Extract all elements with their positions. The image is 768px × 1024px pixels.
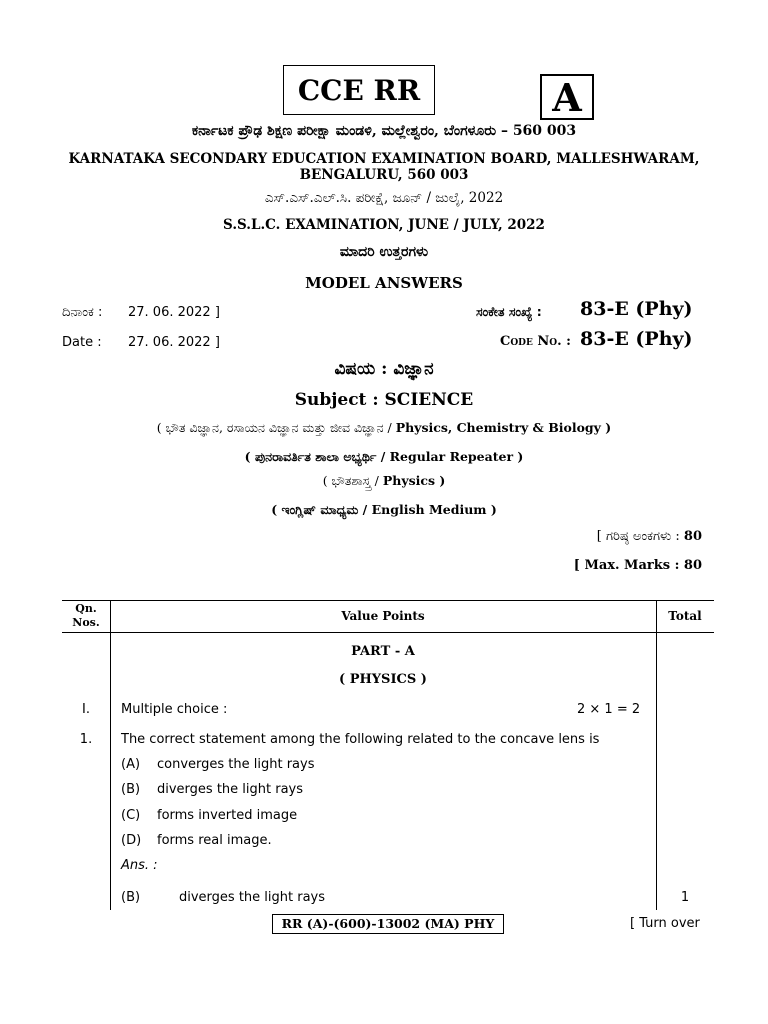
date-kannada-label: ದಿನಾಂಕ : [62,305,103,320]
option-key: (C) [121,808,141,823]
option-text: converges the light rays [157,757,315,772]
code-kannada-label: ಸಂಕೇತ ಸಂಖ್ಯೆ : [476,304,542,319]
option-text: forms real image. [157,833,272,848]
question-number: 1. [79,732,93,747]
table-header-border [62,632,714,633]
table-header-total: Total [668,609,702,623]
option-text: forms inverted image [157,808,298,823]
board-name-english-line1: KARNATAKA SECONDARY EDUCATION EXAMINATION BOARD, MALLESHWARAM, [68,151,700,167]
model-answers-english: MODEL ANSWERS [305,274,463,292]
exam-name-kannada: ಎಸ್.ಎಸ್.ಎಲ್.ಸಿ. ಪರೀಕ್ಷೆ, ಜೂನ್ / ಜುಲೈ, 2022 [264,190,504,206]
option-key: (B) [121,782,141,797]
paper-line [0,473,768,489]
max-marks-english: [ Max. Marks : 80 [573,558,702,573]
part-title: PART - A [351,644,415,659]
board-name-english-line2: BENGALURU, 560 003 [299,167,469,183]
subject-english: Subject : SCIENCE [294,390,474,410]
paper-english: Physics ) [382,473,446,488]
section-title: ( PHYSICS ) [339,672,427,687]
date-label: Date : [62,335,102,350]
answer-marks: 1 [680,890,690,905]
answer-label: Ans. : [121,858,158,873]
footer-code: RR (A)-(600)-13002 (MA) PHY [272,914,504,934]
code-value: 83-E (Phy) [580,328,693,350]
paper-kannada: ( ಭೌತಶಾಸ್ತ್ರ / [322,473,383,488]
medium-english: English Medium ) [371,502,497,517]
max-marks-kannada-value: 80 [683,529,702,544]
mcq-label: Multiple choice : [121,702,228,717]
table-col-divider-2 [656,600,657,910]
option-key: (D) [121,833,142,848]
cce-rr-box: CCE RR [283,65,435,115]
answer-text: diverges the light rays [179,890,326,905]
option-key: (A) [121,757,141,772]
candidate-line [0,449,768,465]
question-roman: I. [82,702,90,717]
max-marks-kannada-label: [ ಗರಿಷ್ಠ ಅಂಕಗಳು : [596,529,684,544]
subject-kannada: ವಿಷಯ : ವಿಜ್ಞಾನ [334,359,434,379]
medium-kannada: ( ಇಂಗ್ಲಿಷ್ ಮಾಧ್ಯಮ / [271,502,372,517]
table-header-value-points: Value Points [341,609,425,623]
code-value-kannada-row: 83-E (Phy) [580,298,693,320]
turn-over-note: [ Turn over [630,916,700,931]
answer-key: (B) [121,890,141,905]
option-text: diverges the light rays [157,782,304,797]
date-kannada-value: 27. 06. 2022 ] [128,305,220,320]
version-box: A [540,74,594,120]
medium-line [0,502,768,518]
streams-line [0,420,768,436]
model-answers-kannada: ಮಾದರಿ ಉತ್ತರಗಳು [339,244,429,260]
table-header-qn: Qn. Nos. [72,602,100,629]
table-top-border [62,600,714,601]
code-label: Code No. : [500,334,571,349]
mcq-marks: 2 × 1 = 2 [577,702,641,717]
candidate-english: Regular Repeater ) [389,449,524,464]
max-marks-kannada [597,529,702,544]
board-name-kannada: ಕರ್ನಾಟಕ ಪ್ರೌಢ ಶಿಕ್ಷಣ ಪರೀಕ್ಷಾ ಮಂಡಳಿ, ಮಲ್ಲೇಶ್ವರಂ, ಬೆಂಗಳೂರು – 560 003 [191,123,577,139]
date-value: 27. 06. 2022 ] [128,335,220,350]
candidate-kannada: ( ಪುನರಾವರ್ತಿತ ಶಾಲಾ ಅಭ್ಯರ್ಥಿ / [244,449,390,464]
streams-kannada: ( ಭೌತ ವಿಜ್ಞಾನ, ರಸಾಯನ ವಿಜ್ಞಾನ ಮತ್ತು ಜೀವ ವಿಜ್ಞಾನ / [156,420,396,435]
exam-name-english: S.S.L.C. EXAMINATION, JUNE / JULY, 2022 [223,217,545,233]
question-text: The correct statement among the following related to the concave lens is [121,732,600,747]
streams-english: Physics, Chemistry & Biology ) [395,420,612,435]
